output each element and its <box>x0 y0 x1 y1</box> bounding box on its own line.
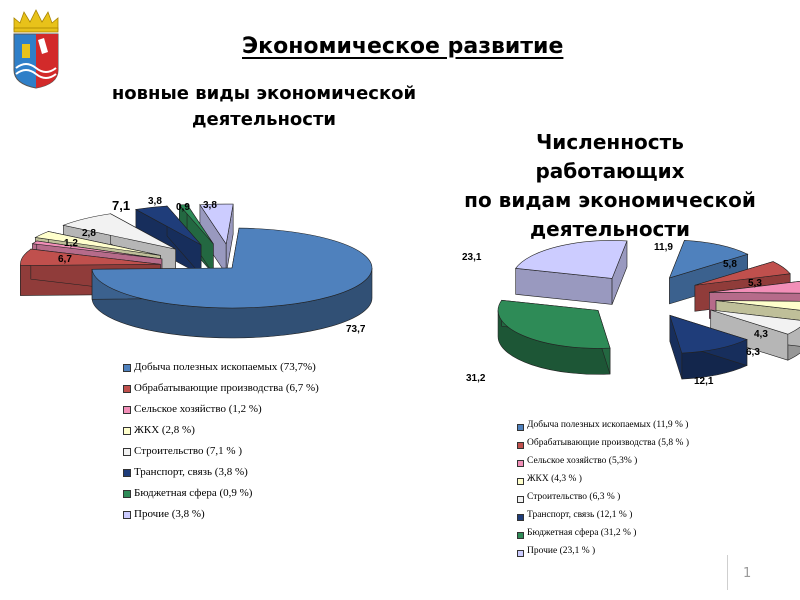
data-label: 3,8 <box>148 196 162 207</box>
footer-divider <box>727 555 728 590</box>
legend-label: Прочие (23,1 % ) <box>527 546 596 556</box>
left-title-line: деятельности <box>191 109 337 130</box>
legend-swatch <box>517 424 524 431</box>
data-label: 5,3 <box>748 278 762 289</box>
legend-label: Обрабатывающие производства (6,7 %) <box>134 382 319 394</box>
legend-swatch <box>123 469 131 477</box>
legend-swatch <box>517 496 524 503</box>
legend-swatch <box>517 532 524 539</box>
slide-title: Экономическое развитие <box>242 34 564 59</box>
data-label: 7,1 <box>112 198 131 213</box>
data-label: 31,2 <box>466 373 486 384</box>
data-label: 4,3 <box>754 329 768 340</box>
left-title-line: новные виды экономической <box>111 83 417 104</box>
data-label: 6,7 <box>58 254 72 265</box>
legend-label: Бюджетная сфера (31,2 % ) <box>527 528 637 538</box>
legend-swatch <box>123 427 131 435</box>
data-label: 6,3 <box>746 347 760 358</box>
legend-label: Бюджетная сфера (0,9 %) <box>134 487 253 499</box>
legend-label: Прочие (3,8 %) <box>134 508 205 520</box>
legend-swatch <box>517 514 524 521</box>
legend-swatch <box>123 385 131 393</box>
coat-of-arms-icon <box>8 8 64 90</box>
data-label: 11,9 <box>654 242 673 253</box>
legend-swatch <box>517 442 524 449</box>
data-label: 73,7 <box>346 324 366 335</box>
legend-swatch <box>517 460 524 467</box>
legend-swatch <box>123 364 131 372</box>
legend-label: Строительство (7,1 % ) <box>134 445 243 457</box>
legend-swatch <box>123 448 131 456</box>
legend-label: ЖКХ (4,3 % ) <box>527 474 582 484</box>
page-number: 1 <box>743 566 752 581</box>
legend-swatch <box>517 550 524 557</box>
legend-swatch <box>517 478 524 485</box>
legend-label: Строительство (6,3 % ) <box>527 492 621 502</box>
data-label: 3,8 <box>203 200 217 211</box>
legend-label: ЖКХ (2,8 %) <box>134 424 195 436</box>
data-label: 5,8 <box>723 259 737 270</box>
legend-label: Сельское хозяйство (1,2 %) <box>134 403 262 415</box>
left-chart-title <box>72 81 456 133</box>
data-label: 2,8 <box>82 228 96 239</box>
legend-swatch <box>123 406 131 414</box>
legend-label: Добыча полезных ископаемых (73,7%) <box>134 361 316 373</box>
crown-icon <box>14 10 58 32</box>
right-title-line: работающих <box>535 159 685 183</box>
legend-label: Сельское хозяйство (5,3% ) <box>527 456 638 466</box>
legend-label: Транспорт, связь (3,8 %) <box>134 466 248 478</box>
right-title-line: Численность <box>536 130 684 154</box>
legend-label: Обрабатывающие производства (5,8 % ) <box>527 438 690 448</box>
data-label: 23,1 <box>462 252 482 263</box>
data-label: 1,2 <box>64 238 78 249</box>
legend-label: Добыча полезных ископаемых (11,9 % ) <box>527 420 689 430</box>
data-label: 12,1 <box>694 376 714 387</box>
pie-chart-right <box>430 230 800 390</box>
right-chart-title <box>440 128 780 244</box>
right-title-line: по видам экономической <box>464 188 756 212</box>
pie-chart-left <box>0 180 440 350</box>
right-title-line: деятельности <box>529 217 691 241</box>
legend-label: Транспорт, связь (12,1 % ) <box>527 510 633 520</box>
data-label: 0,9 <box>176 202 190 213</box>
legend-swatch <box>123 511 131 519</box>
legend-swatch <box>123 490 131 498</box>
